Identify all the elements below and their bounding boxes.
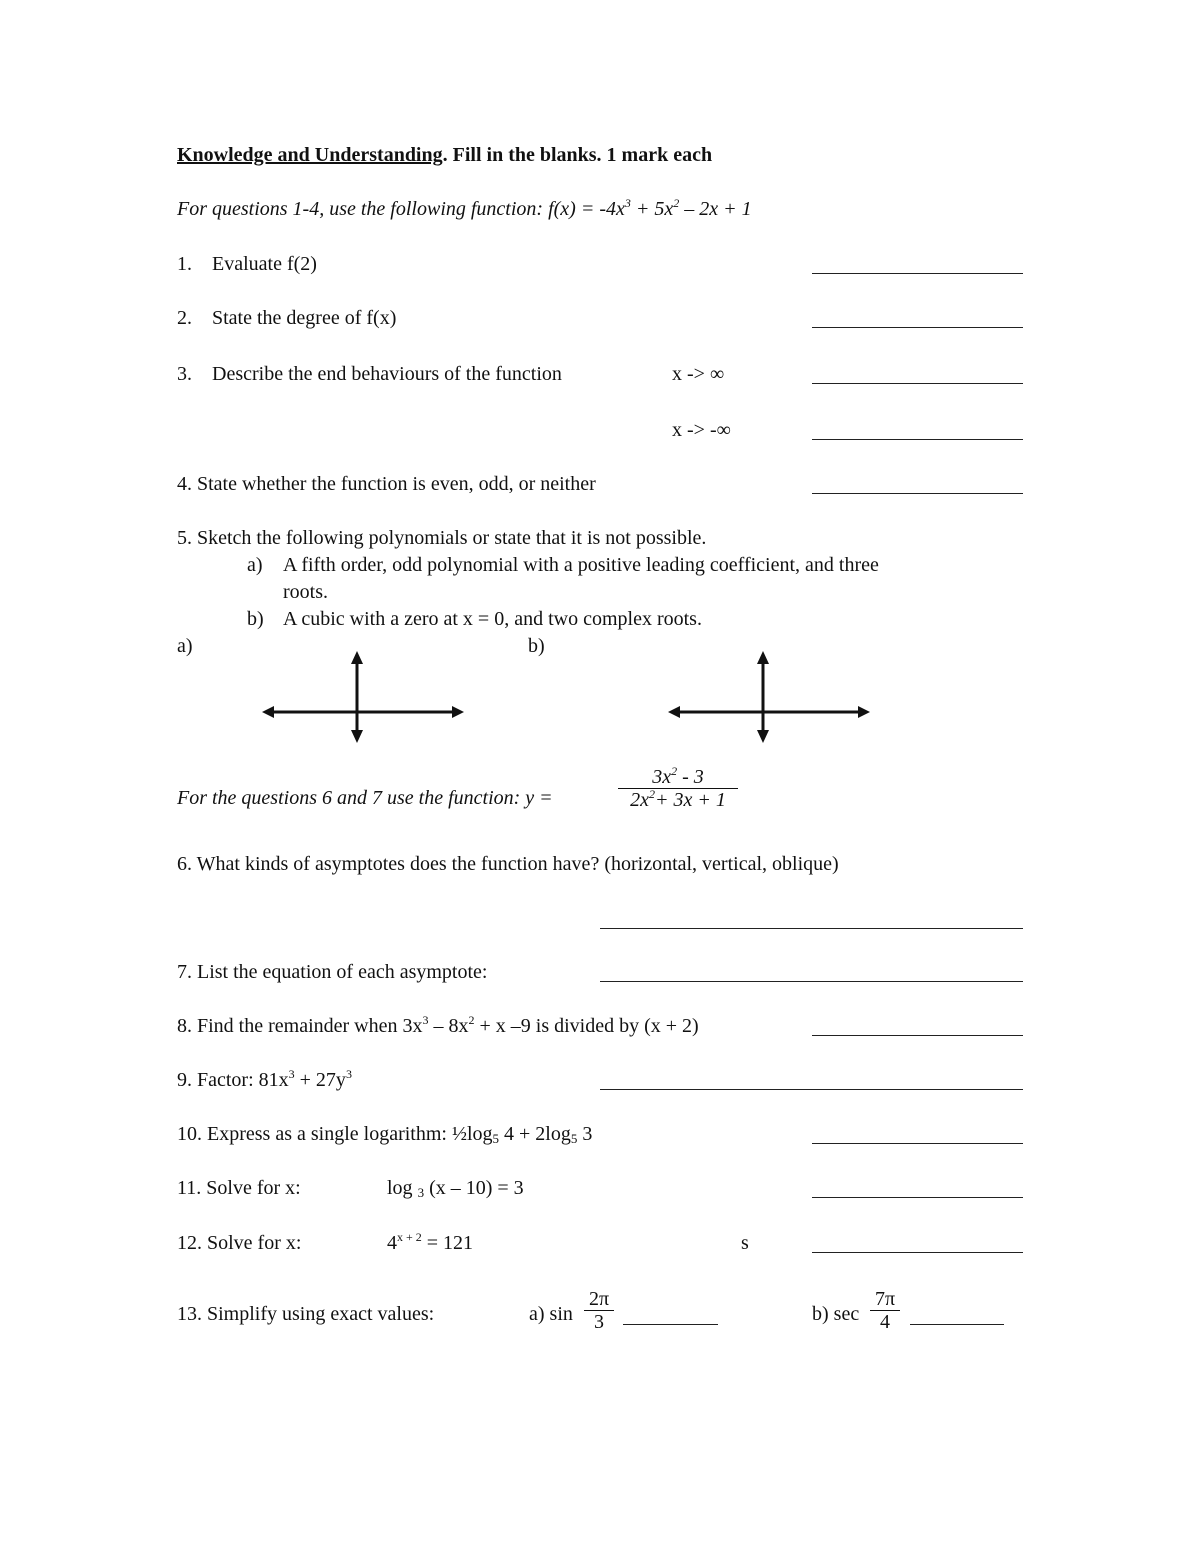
- answer-blank-11[interactable]: [812, 1197, 1023, 1198]
- question-11-equation: log $_3$ (x – 10) = 3: [387, 1177, 524, 1200]
- function-intro: [177, 197, 752, 221]
- section-instructions: . Fill in the blanks. 1 mark each: [442, 144, 713, 166]
- axes-sketch-a[interactable]: [258, 648, 468, 746]
- question-1-text: Evaluate f(2): [212, 253, 317, 275]
- axes-sketch-b[interactable]: [664, 648, 874, 746]
- part-a-text-cont: roots.: [283, 581, 328, 603]
- question-3-number: 3.: [177, 363, 192, 385]
- stray-character: s: [741, 1232, 749, 1254]
- limit-positive-label: x -> ∞: [672, 363, 725, 385]
- part-b-text: A cubic with a zero at x = 0, and two complex roots.: [283, 608, 702, 630]
- question-13-label: 13. Simplify using exact values:: [177, 1303, 435, 1325]
- answer-blank-3b[interactable]: [812, 439, 1023, 440]
- question-3-text: Describe the end behaviours of the function: [212, 363, 562, 385]
- answer-blank-9[interactable]: [600, 1089, 1023, 1090]
- question-10-text: 10. Express as a single logarithm: $\frac{1}{2}\log_5$ $4 + 2\log_5$ 3: [177, 1123, 593, 1146]
- answer-blank-12[interactable]: [812, 1252, 1023, 1253]
- question-13b-prefix: b) sec: [812, 1303, 860, 1325]
- fraction-denominator: $2x^2+ 3x + 1$: [618, 788, 738, 811]
- question-12-label: 12. Solve for x:: [177, 1232, 302, 1254]
- intro-text: For questions 1-4, use the following function: f(x) = -4x: [177, 198, 625, 220]
- sketch-a-label: a): [177, 635, 193, 657]
- answer-blank-8[interactable]: [812, 1035, 1023, 1036]
- part-a-text: A fifth order, odd polynomial with a positive leading coefficient, and three: [283, 554, 879, 576]
- question-12-equation: $4^{x + 2} = 121$: [387, 1230, 474, 1254]
- question-7-text: 7. List the equation of each asymptote:: [177, 961, 488, 983]
- question-4-text: 4. State whether the function is even, odd, or neither: [177, 473, 596, 495]
- question-6-text: 6. What kinds of asymptotes does the function have? (horizontal, vertical, oblique): [177, 853, 839, 875]
- rational-function-fraction: [618, 766, 738, 811]
- answer-blank-4[interactable]: [812, 493, 1023, 494]
- exponent: 2: [673, 196, 680, 210]
- rational-function-intro: For the questions 6 and 7 use the function: y =: [177, 787, 553, 809]
- question-1-number: 1.: [177, 253, 192, 275]
- section-title: Knowledge and Understanding: [177, 144, 443, 166]
- answer-blank-10[interactable]: [812, 1143, 1023, 1144]
- sketch-b-label: b): [528, 635, 545, 657]
- question-13a-fraction: $\frac{2\pi}{3}$: [584, 1288, 614, 1333]
- question-13b-fraction: $\frac{7\pi}{4}$: [870, 1288, 900, 1333]
- answer-blank-13a[interactable]: [623, 1324, 718, 1325]
- intro-tail: – 2x + 1: [679, 198, 752, 220]
- answer-blank-6[interactable]: [600, 928, 1023, 929]
- section-header: [177, 143, 712, 167]
- fraction-numerator: $3x^2 - 3$: [652, 764, 704, 788]
- part-b-label: b): [247, 608, 264, 630]
- question-13a-prefix: a) sin: [529, 1303, 573, 1325]
- intro-term: + 5x: [630, 198, 674, 220]
- answer-blank-13b[interactable]: [910, 1324, 1004, 1325]
- question-5-text: 5. Sketch the following polynomials or state that it is not possible.: [177, 527, 707, 549]
- question-2-number: 2.: [177, 307, 192, 329]
- answer-blank-7[interactable]: [600, 981, 1023, 982]
- question-11-label: 11. Solve for x:: [177, 1177, 301, 1199]
- answer-blank-1[interactable]: [812, 273, 1023, 274]
- question-2-text: State the degree of f(x): [212, 307, 397, 329]
- question-8-text: 8. Find the remainder when $3x^3 - 8x^2 + x$ –9 is divided by (x + 2): [177, 1013, 699, 1037]
- exponent: 3: [624, 196, 631, 210]
- answer-blank-2[interactable]: [812, 327, 1023, 328]
- question-9-text: 9. Factor: $81x^3 + 27y^3$: [177, 1067, 352, 1091]
- answer-blank-3a[interactable]: [812, 383, 1023, 384]
- limit-negative-label: x -> -∞: [672, 419, 731, 441]
- part-a-label: a): [247, 554, 263, 576]
